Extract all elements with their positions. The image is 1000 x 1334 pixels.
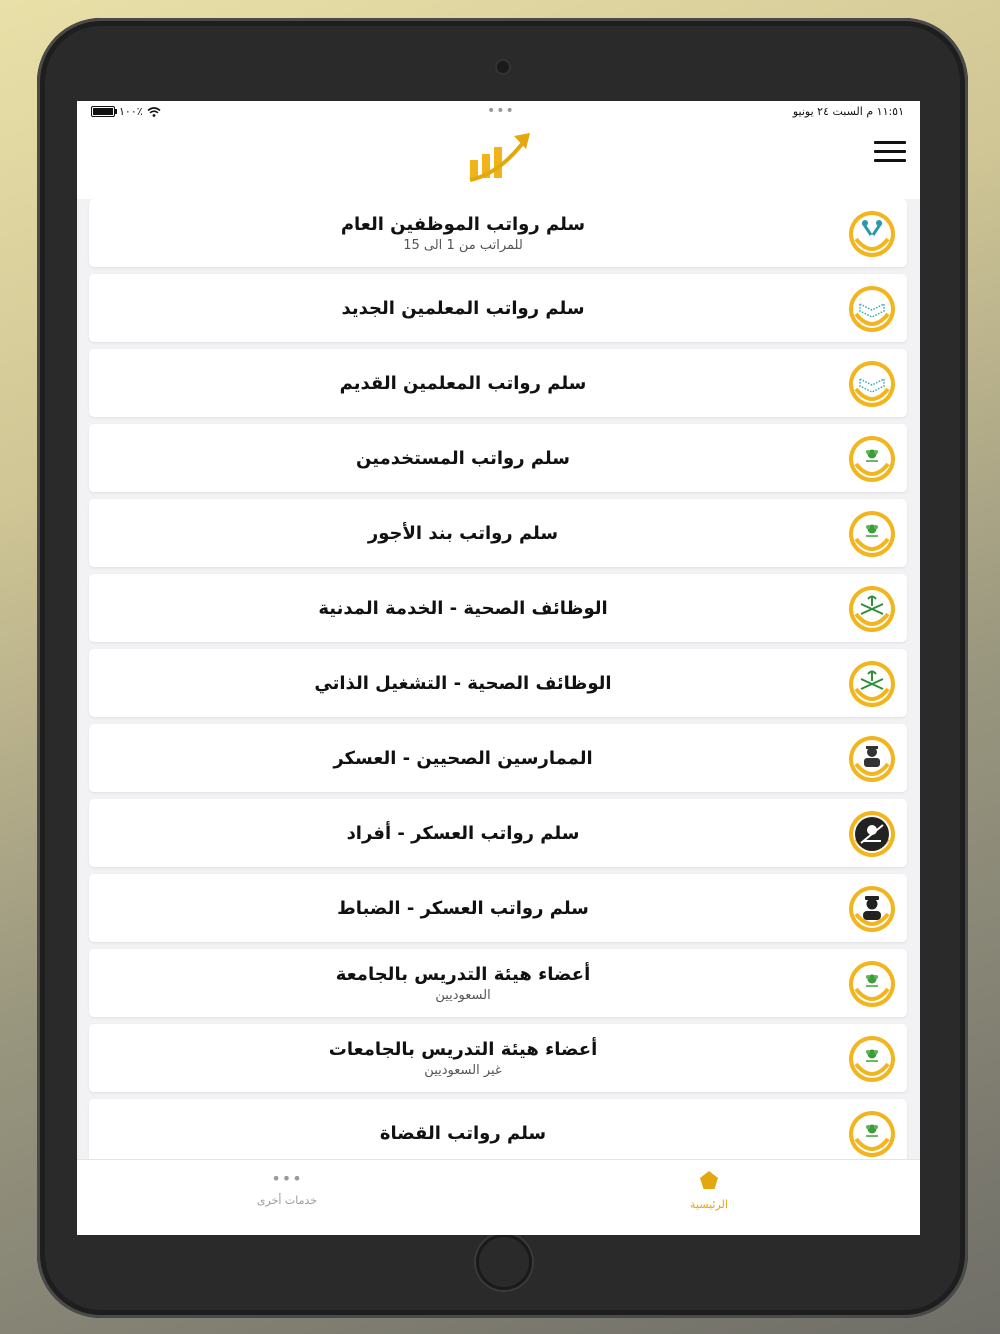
list-item-text	[89, 274, 837, 342]
salary-scales-list	[89, 199, 907, 1174]
hamburger-menu-icon[interactable]	[874, 141, 906, 165]
government-emblem-icon	[847, 1109, 897, 1159]
list-item[interactable]	[89, 349, 907, 417]
status-bar	[77, 101, 920, 125]
saudi-emblem-icon	[847, 584, 897, 634]
list-item[interactable]	[89, 499, 907, 567]
list-item-text	[89, 724, 837, 792]
list-item-text	[89, 424, 837, 492]
more-dots-icon: •••	[271, 1169, 303, 1188]
battery-level: ١٠٠٪	[119, 105, 143, 118]
list-item[interactable]	[89, 649, 907, 717]
list-item-text	[89, 874, 837, 942]
multitask-dots-icon[interactable]: •••	[487, 103, 515, 119]
app-screen	[77, 101, 920, 1235]
home-hardware-button[interactable]	[476, 1234, 532, 1290]
government-emblem-icon	[847, 509, 897, 559]
list-item-title: سلم رواتب العسكر - الضباط	[337, 897, 589, 919]
tab-home[interactable]	[609, 1170, 809, 1211]
tab-other-services-label: خدمات أخرى	[256, 1194, 318, 1207]
list-item-title: سلم رواتب المستخدمين	[356, 447, 570, 469]
military-medic-icon	[847, 734, 897, 784]
camera	[497, 61, 509, 73]
pentagon-home-icon	[699, 1170, 719, 1190]
officer-icon	[847, 884, 897, 934]
list-item-text	[89, 649, 837, 717]
list-item-subtitle: السعوديين	[435, 987, 491, 1003]
list-item-text	[89, 799, 837, 867]
list-item-subtitle: غير السعوديين	[424, 1062, 502, 1078]
list-item-text	[89, 574, 837, 642]
list-item-title: سلم رواتب الموظفين العام	[340, 213, 586, 235]
status-time: ١١:٥١ م السبت ٢٤ يونيو	[792, 105, 904, 118]
wifi-icon	[147, 107, 161, 117]
list-item-title: سلم رواتب العسكر - أفراد	[346, 822, 580, 844]
list-item[interactable]	[89, 574, 907, 642]
list-item-title: سلم رواتب القضاة	[379, 1122, 547, 1144]
tab-home-label: الرئيسية	[690, 1198, 728, 1211]
list-item-text	[89, 949, 837, 1017]
list-item[interactable]	[89, 724, 907, 792]
civil-service-emblem-icon	[847, 209, 897, 259]
battery-icon	[91, 106, 115, 117]
list-item[interactable]	[89, 799, 907, 867]
list-item-title: أعضاء هيئة التدريس بالجامعات	[328, 1038, 598, 1060]
tab-bar	[77, 1159, 920, 1235]
list-item-text	[89, 499, 837, 567]
nav-bar	[77, 125, 920, 199]
list-item-title: سلم رواتب بند الأجور	[367, 522, 559, 544]
list-item-text	[89, 349, 837, 417]
list-item[interactable]	[89, 1024, 907, 1092]
government-emblem-icon	[847, 959, 897, 1009]
list-item-text	[89, 1099, 837, 1167]
list-item-title: سلم رواتب المعلمين القديم	[339, 372, 587, 394]
tab-other-services[interactable]	[187, 1170, 387, 1207]
rising-bars-logo-icon	[468, 130, 532, 182]
government-emblem-icon	[847, 1034, 897, 1084]
list-item[interactable]	[89, 949, 907, 1017]
list-item[interactable]	[89, 274, 907, 342]
government-emblem-icon	[847, 434, 897, 484]
education-emblem-icon	[847, 359, 897, 409]
list-item-subtitle: للمراتب من 1 الى 15	[403, 237, 523, 253]
list-item-title: الوظائف الصحية - التشغيل الذاتي	[314, 672, 612, 694]
list-item-title: الوظائف الصحية - الخدمة المدنية	[318, 597, 608, 619]
list-item[interactable]	[89, 874, 907, 942]
list-item[interactable]	[89, 424, 907, 492]
education-emblem-icon	[847, 284, 897, 334]
saudi-emblem-icon	[847, 659, 897, 709]
list-item-text	[89, 1024, 837, 1092]
soldier-icon	[847, 809, 897, 859]
list-item-title: الممارسين الصحيين - العسكر	[333, 747, 593, 769]
list-item-title: سلم رواتب المعلمين الجديد	[341, 297, 585, 319]
list-item[interactable]	[89, 1099, 907, 1167]
list-item[interactable]	[89, 199, 907, 267]
list-item-title: أعضاء هيئة التدريس بالجامعة	[335, 963, 591, 985]
list-item-text	[89, 199, 837, 267]
status-indicators	[91, 105, 161, 118]
